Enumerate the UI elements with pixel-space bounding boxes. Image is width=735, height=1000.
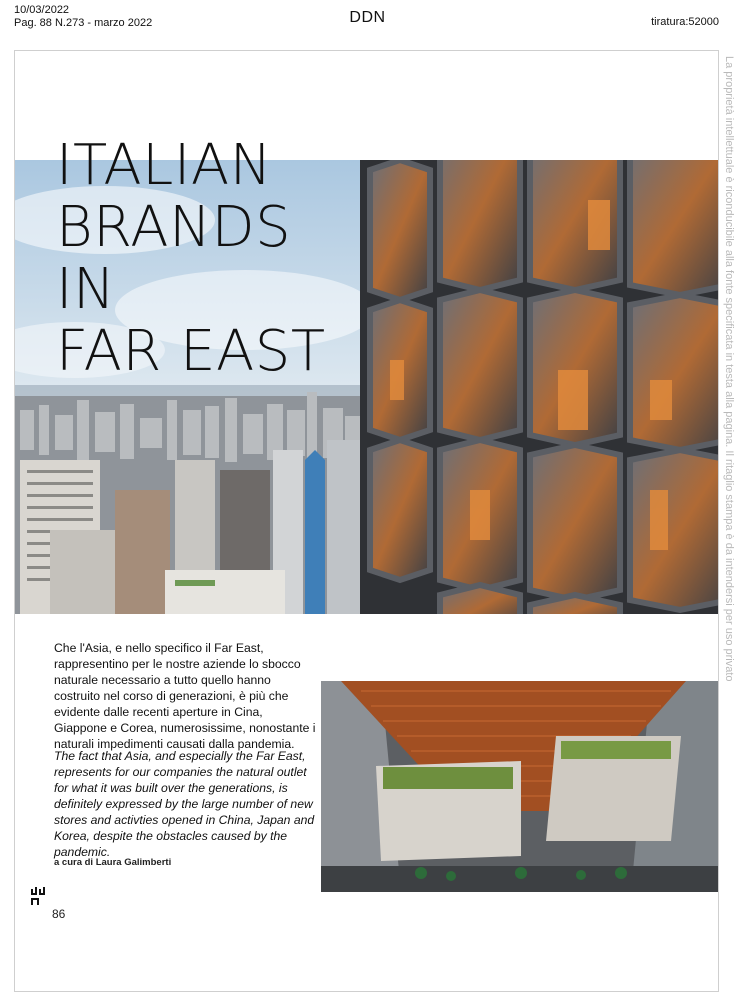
lead-paragraph-italian: Che l'Asia, e nello specifico il Far East, rappresentino per le nostre aziende lo sbocco naturale necessario a tutto quello hanno costruito nel corso di generazioni, è più che evidente dalle recenti aperture in Cina, Giappone e Corea, numerosissime, nonostante i naturali impedimenti causati dalla pandemia.: [54, 641, 316, 751]
header-date: 10/03/2022: [14, 4, 70, 16]
aerial-tower-photo: [321, 681, 718, 892]
aerial-photo-graphic: [321, 681, 718, 892]
author-credit: a cura di Laura Galimberti: [54, 857, 172, 868]
lead-paragraph-english: The fact that Asia, and especially the Far East, represents for our companies the natural outlet for what it was built over the generations, is definitely expressed by the large number of new stores and activties opened in China, Japan and Korea, despite the obstacles caused by the pandemic.: [54, 749, 315, 859]
copyright-side-note: La proprietà intellettuale è riconducibile alla fonte specificata in testa alla pagina. Il ritaglio stampa è da intendersi per uso privato: [723, 56, 735, 682]
hexagon-tower-facade-photo: [360, 160, 718, 614]
ddn-logo-icon: [29, 887, 47, 907]
header-issue: Pag. 88 N.273 - marzo 2022: [14, 17, 153, 29]
header-brand: DDN: [349, 9, 386, 26]
page-number: 86: [52, 907, 66, 921]
article-title: ITALIAN BRANDS IN FAR EAST: [56, 133, 326, 384]
header-circulation: tiratura:52000: [651, 16, 719, 28]
